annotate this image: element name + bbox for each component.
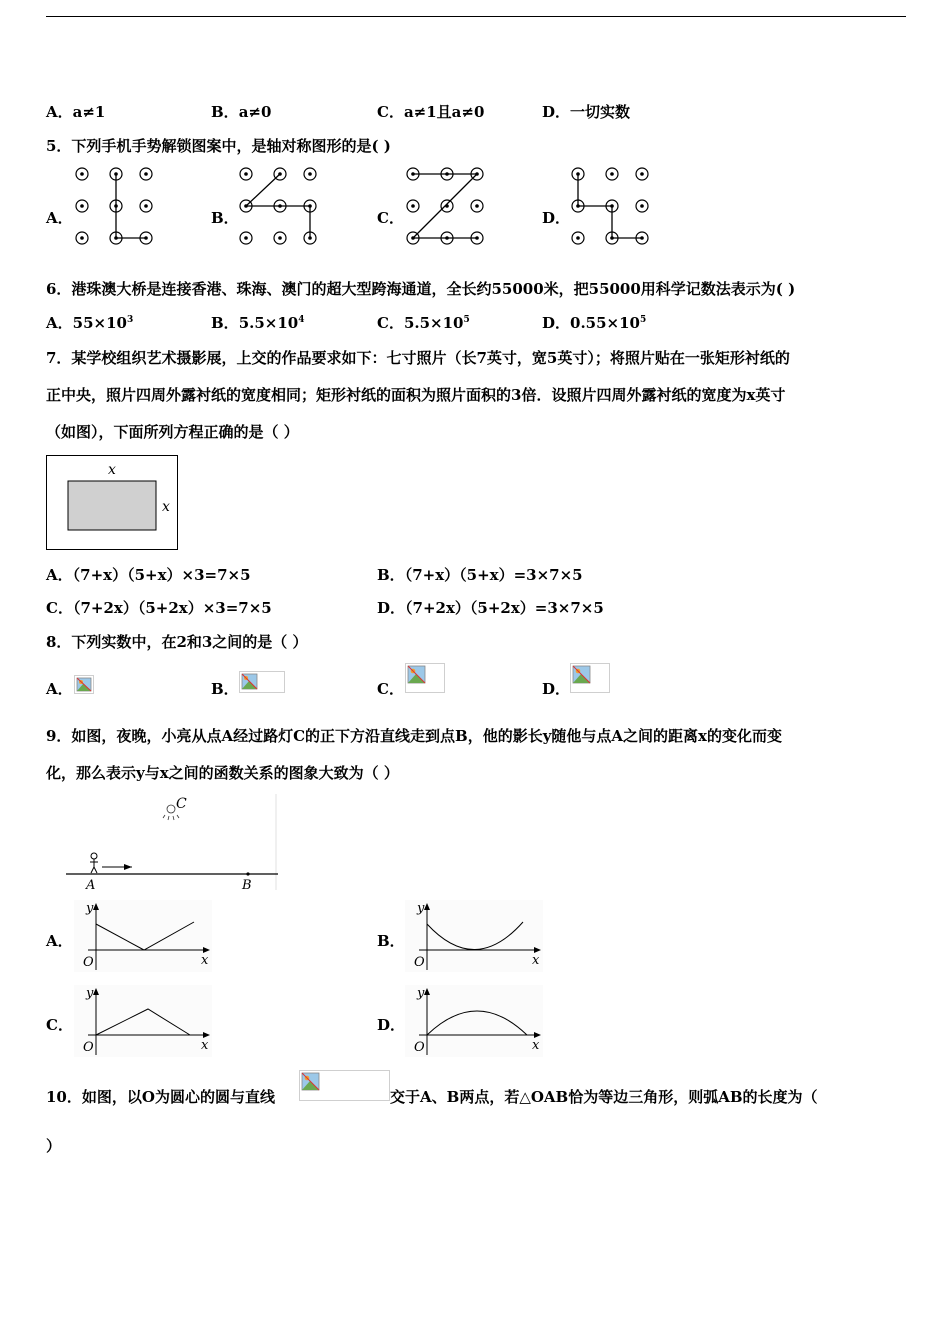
q9-letter-c: C．: [46, 1016, 73, 1034]
q8-letter-d: D．: [542, 680, 571, 698]
q6-option-d: D．$0.55\times 10^5$: [542, 314, 647, 332]
q9-letter-a: A．: [46, 932, 73, 950]
q6-option-a: A．$55\times 10^3$: [46, 314, 134, 332]
graph-a-o: O: [83, 955, 94, 970]
q5-pattern-b: [234, 164, 324, 248]
graph-d-x: x: [532, 1038, 540, 1053]
q8-letter-c: C．: [377, 680, 404, 698]
q5-letter-a: A．: [46, 209, 73, 227]
q6-option-c: C．$5.5\times 10^5$: [377, 314, 470, 332]
q10-line-equation-broken-image-icon: [299, 1070, 390, 1101]
q6-option-b: B．$5.5\times 10^4$: [211, 314, 305, 332]
q4-option-d: D．一切实数: [542, 103, 631, 121]
q5-letter-c: C．: [377, 209, 404, 227]
q8-option-d-broken-image-icon: [570, 663, 610, 693]
header-rule: [46, 16, 906, 17]
q9-label-a: A: [86, 878, 96, 893]
q5-letter-d: D．: [542, 209, 571, 227]
q8-option-b-broken-image-icon: [239, 671, 285, 693]
q9-scene-figure: [66, 794, 280, 894]
q8-stem: 8．下列实数中，在2和3之间的是（ ）: [46, 633, 308, 651]
q5-stem: 5．下列手机手势解锁图案中，是轴对称图形的是( ): [46, 137, 391, 155]
q6-stem: 6．港珠澳大桥是连接香港、珠海、澳门的超大型跨海通道，全长约55000米，把55000用科学记数法表示为( ): [46, 280, 796, 298]
q5-letter-b: B．: [211, 209, 239, 227]
q9-graph-d: [405, 985, 543, 1057]
q7-option-b: B．（7+x）（5+x）=3×7×5: [377, 566, 583, 584]
q7-stem-line3: （如图），下面所列方程正确的是（ ）: [46, 423, 299, 441]
q4-option-b: B．a≠0: [211, 103, 272, 121]
q9-graph-a: [74, 900, 212, 972]
q5-pattern-d: [566, 164, 656, 248]
person-icon: [90, 853, 98, 873]
q8-option-a-broken-image-icon: [74, 675, 94, 694]
q7-option-a: A．（7+x）（5+x）×3=7×5: [46, 566, 251, 584]
graph-b-y: y: [417, 901, 425, 916]
q8-letter-a: A．: [46, 680, 73, 698]
graph-c-y: y: [86, 986, 94, 1001]
graph-d-y: y: [417, 986, 425, 1001]
q9-letter-b: B．: [377, 932, 405, 950]
q8-option-c-broken-image-icon: [405, 663, 445, 693]
q4-option-c: C．a≠1且a≠0: [377, 103, 485, 121]
q5-pattern-a: [70, 164, 160, 248]
q8-letter-b: B．: [211, 680, 239, 698]
q7-label-top-x: x: [108, 462, 116, 478]
q9-graph-b: [405, 900, 543, 972]
q10-stem-pre: 10．如图，以O为圆心的圆与直线: [46, 1088, 275, 1106]
q9-graph-c: [74, 985, 212, 1057]
q7-stem-line1: 7．某学校组织艺术摄影展，上交的作品要求如下：七寸照片（长7英寸，宽5英寸）；将照片贴在一张矩形衬纸的: [46, 349, 790, 367]
q9-letter-d: D．: [377, 1016, 406, 1034]
q7-option-d: D．（7+2x）（5+2x）=3×7×5: [377, 599, 604, 617]
q9-label-b: B: [242, 878, 252, 893]
q5-pattern-c: [401, 164, 491, 248]
q7-stem-line2: 正中央，照片四周外露衬纸的宽度相同；矩形衬纸的面积为照片面积的3倍．设照片四周外露衬纸的宽度为x英寸: [46, 386, 786, 404]
q10-stem-post: 交于A、B两点，若△OAB恰为等边三角形，则弧AB的长度为（: [390, 1088, 818, 1106]
graph-a-y: y: [86, 901, 94, 916]
graph-a-x: x: [201, 953, 209, 968]
q10-stem-line2: ）: [46, 1137, 62, 1155]
q7-option-c: C．（7+2x）（5+2x）×3=7×5: [46, 599, 272, 617]
q9-label-c: C: [176, 796, 187, 812]
q7-label-right-x: x: [162, 499, 170, 515]
q9-stem-line2: 化，那么表示y与x之间的函数关系的图象大致为（ ）: [46, 764, 399, 782]
q9-stem-line1: 9．如图，夜晚，小亮从点A经过路灯C的正下方沿直线走到点B，他的影长y随他与点A之间的距离x的变化而变: [46, 727, 782, 745]
graph-d-o: O: [414, 1040, 425, 1055]
q7-photo-figure: [46, 455, 180, 552]
graph-c-o: O: [83, 1040, 94, 1055]
graph-c-x: x: [201, 1038, 209, 1053]
graph-b-x: x: [532, 953, 540, 968]
graph-b-o: O: [414, 955, 425, 970]
q4-option-a: A．a≠1: [46, 103, 106, 121]
